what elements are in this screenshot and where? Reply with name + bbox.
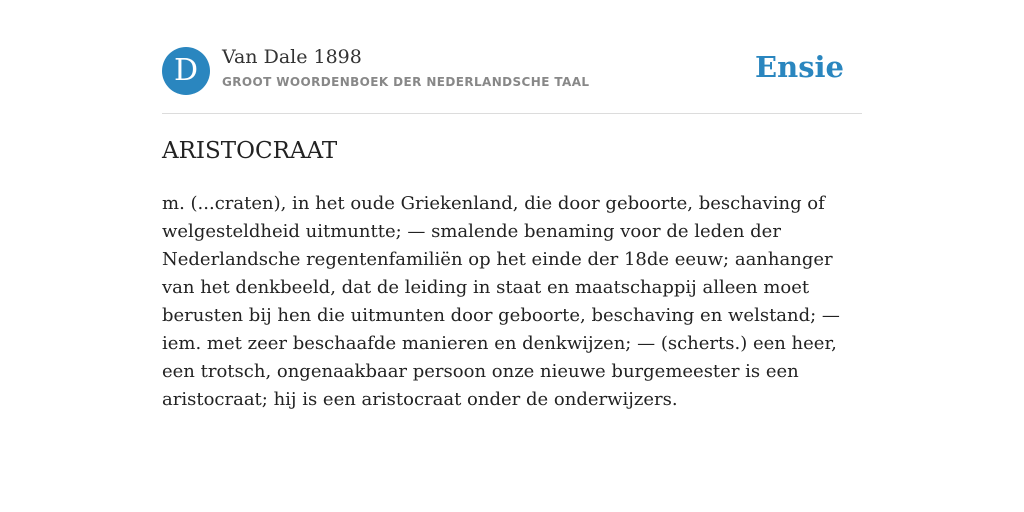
entry-card xyxy=(162,0,862,410)
brand-logo[interactable]: Ensie xyxy=(755,50,844,84)
source-logo[interactable]: D xyxy=(162,47,210,95)
source-subtitle: GROOT WOORDENBOEK DER NEDERLANDSCHE TAAL xyxy=(222,75,590,89)
entry-header xyxy=(162,0,862,114)
headword: ARISTOCRAAT xyxy=(162,138,338,164)
source-title[interactable]: Van Dale 1898 xyxy=(222,46,362,68)
definition-text: m. (...craten), in het oude Griekenland, die door geboorte, beschaving of welgesteldheid uitmuntte; — smalende benaming voor de leden der Nederlandsche regentenfamiliën op het einde der 18de eeuw; aanhanger van het denkbeeld, dat de leiding in staat en maatschappij alleen moet berusten bij hen die uitmunten door geboorte, beschaving en welstand; — iem. met zeer beschaafde manieren en denkwijzen; — (scherts.) een heer, een trotsch, ongenaakbaar persoon onze nieuwe burgemeester is een aristocraat; hij is een aristocraat onder de onderwijzers. xyxy=(162,193,840,410)
